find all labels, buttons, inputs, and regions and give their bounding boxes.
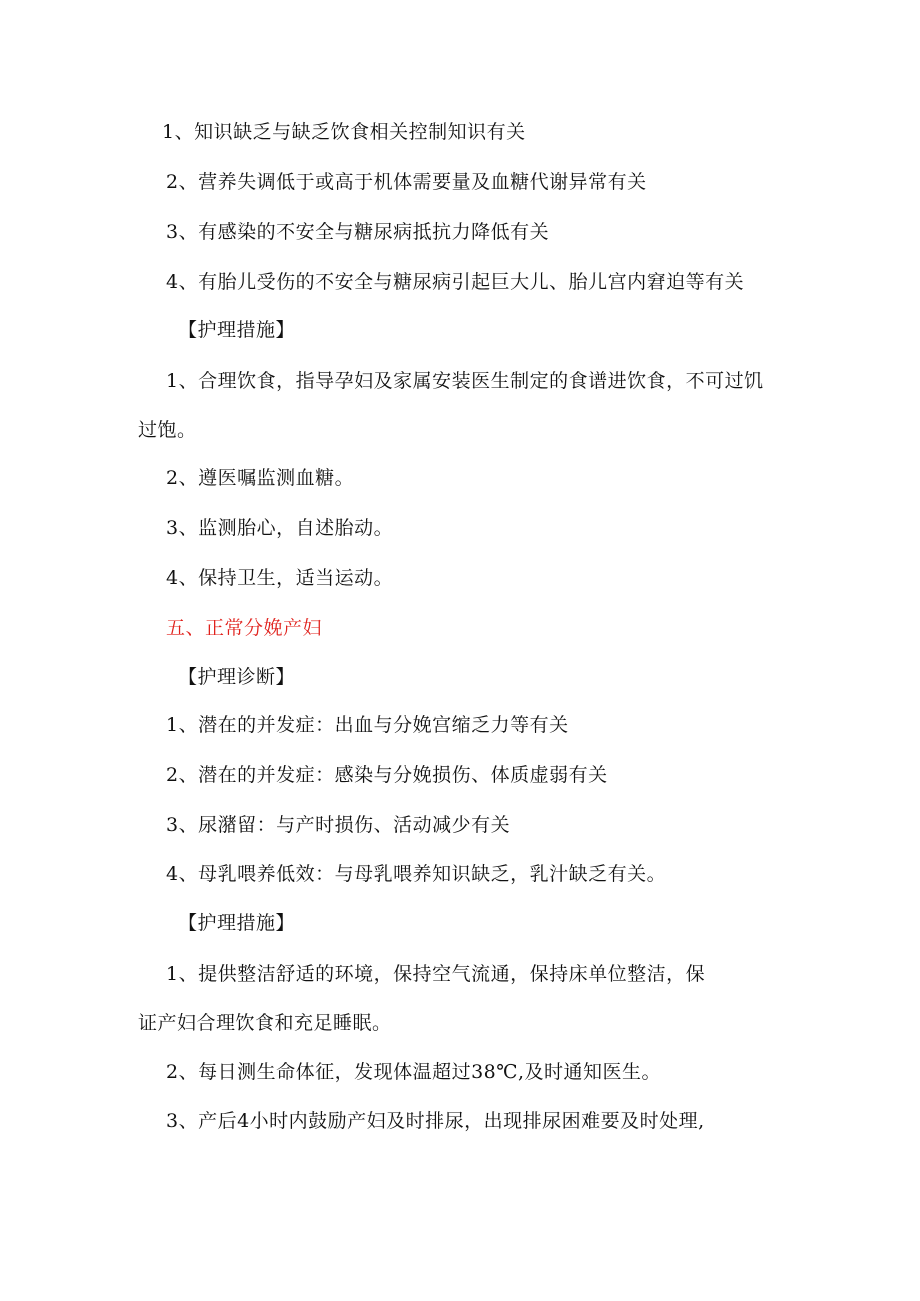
nursing-measure-item-1-continued: 过饱。 (138, 419, 197, 441)
delivery-measures-heading: 【护理措施】 (178, 912, 296, 934)
nursing-measure-item-4: 4、保持卫生，适当运动。 (166, 567, 394, 589)
delivery-measure-item-1-continued: 证产妇合理饮食和充足睡眠。 (138, 1012, 392, 1034)
nursing-diagnosis-item-2: 2、营养失调低于或高于机体需要量及血糖代谢异常有关 (166, 171, 647, 193)
delivery-diagnosis-item-4: 4、母乳喂养低效：与母乳喂养知识缺乏，乳汁缺乏有关。 (166, 863, 667, 885)
nursing-diagnosis-item-1: 1、知识缺乏与缺乏饮食相关控制知识有关 (162, 121, 526, 143)
nursing-measure-item-3: 3、监测胎心，自述胎动。 (166, 517, 394, 539)
section-heading-normal-delivery: 五、正常分娩产妇 (166, 617, 323, 639)
nursing-measures-heading: 【护理措施】 (178, 319, 296, 341)
delivery-diagnosis-item-1: 1、潜在的并发症：出血与分娩宫缩乏力等有关 (166, 714, 569, 736)
delivery-measure-item-2: 2、每日测生命体征，发现体温超过38℃,及时通知医生。 (166, 1061, 662, 1083)
delivery-measure-item-1: 1、提供整洁舒适的环境，保持空气流通，保持床单位整洁，保 (166, 963, 706, 985)
nursing-measure-item-2: 2、遵医嘱监测血糖。 (166, 467, 355, 489)
delivery-diagnosis-item-3: 3、尿潴留：与产时损伤、活动减少有关 (166, 814, 511, 836)
nursing-diagnosis-item-4: 4、有胎儿受伤的不安全与糖尿病引起巨大儿、胎儿宫内窘迫等有关 (166, 271, 745, 293)
nursing-diagnosis-heading: 【护理诊断】 (178, 666, 296, 688)
nursing-diagnosis-item-3: 3、有感染的不安全与糖尿病抵抗力降低有关 (166, 221, 550, 243)
delivery-diagnosis-item-2: 2、潜在的并发症：感染与分娩损伤、体质虚弱有关 (166, 764, 608, 786)
delivery-measure-item-3: 3、产后4小时内鼓励产妇及时排尿，出现排尿困难要及时处理, (166, 1110, 705, 1132)
nursing-measure-item-1: 1、合理饮食，指导孕妇及家属安装医生制定的食谱进饮食，不可过饥 (166, 370, 764, 392)
